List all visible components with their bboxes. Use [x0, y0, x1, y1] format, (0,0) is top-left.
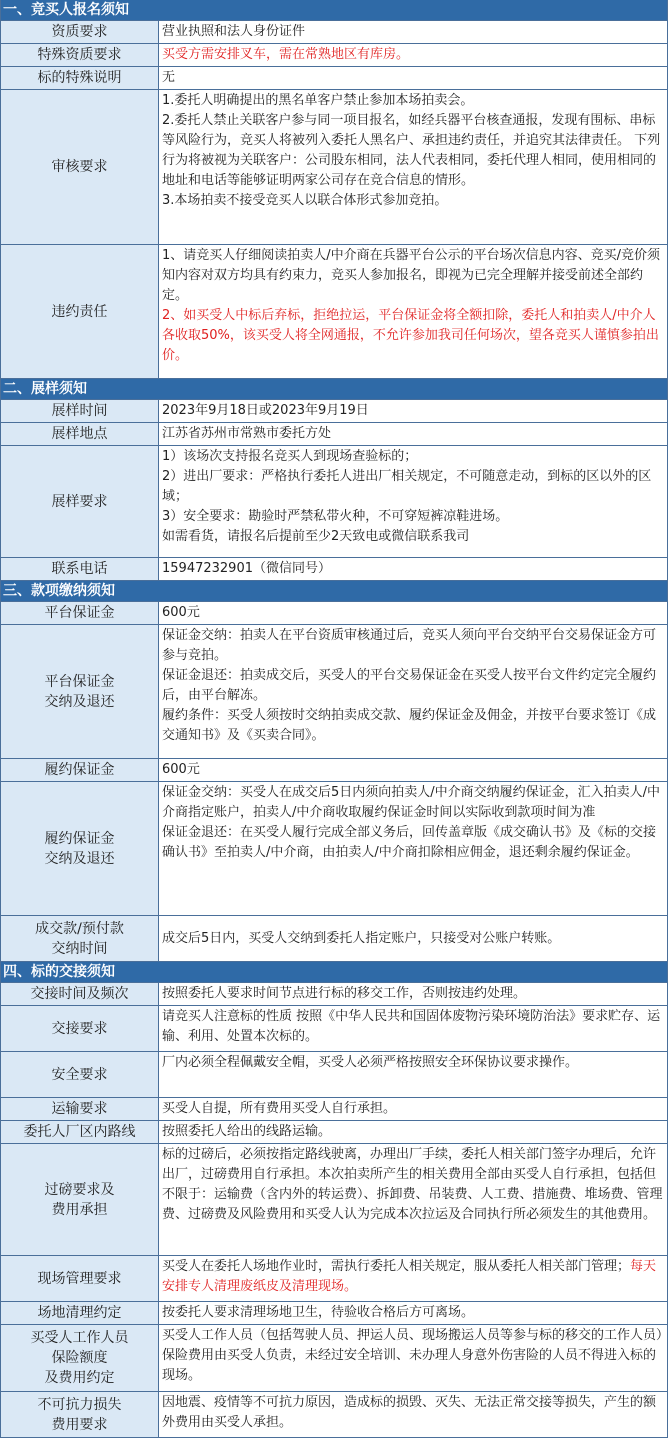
row-contact-phone — [1, 558, 667, 581]
row-label: 买受人工作人员 保险额度 及费用约定 — [1, 1325, 159, 1391]
row-label: 资质要求 — [1, 21, 159, 43]
row-value: 1）该场次支持报名竞买人到现场查验标的； 2）进出厂要求：严格执行委托人进出厂相关规定，不可随意走动，到标的区以外的区域； 3）安全要求：勘验时严禁私带火种，不可穿短裤凉鞋进场。 如需看货，请报名后提前至少2天致电或微信联系我司 — [162, 449, 652, 544]
row-performance-deposit — [1, 759, 667, 782]
row-value: 600元 — [162, 762, 200, 777]
row-label: 履约保证金 交纳及退还 — [1, 782, 159, 915]
row-value: 按照委托人要求时间节点进行标的移交工作，否则按违约处理。 — [162, 986, 527, 1001]
row-worker-insurance — [1, 1325, 667, 1392]
row-label: 审核要求 — [1, 90, 159, 244]
row-value: 600元 — [162, 605, 200, 620]
row-label: 现场管理要求 — [1, 1256, 159, 1301]
row-value: 2023年9月18日或2023年9月19日 — [162, 403, 369, 418]
row-value: 1、请竞买人仔细阅读拍卖人/中介商在兵器平台公示的平台场次信息内容、竞买/竞价须知内容对双方均具有约束力，竞买人参加报名，即视为已完全理解并接受前述全部约定。 2、如买受人中标后弃标，拒绝拉运，平台保证金将全额扣除，委托人和拍卖人/中介人各收取50%，该买受人将全网通报，不允许参加我司任何场次，望各竞买人谨慎参拍出价。 — [162, 248, 661, 363]
row-viewing-location — [1, 423, 667, 446]
row-viewing-time — [1, 400, 667, 423]
row-label: 委托人厂区内路线 — [1, 1121, 159, 1143]
row-label: 交接时间及频次 — [1, 983, 159, 1005]
row-value: 保证金交纳：买受人在成交后5日内须向拍卖人/中介商交纳履约保证金，汇入拍卖人/中介商指定账户，拍卖人/中介商收取履约保证金时间以实际收到款项时间为准 保证金退还：在买受人履行完成全部义务后，回传盖章版《成交确认书》及《标的交接确认书》至拍卖人/中介商，由拍卖人/中介商扣除相应佣金，退还剩余履约保证金。 — [162, 785, 661, 860]
row-handover-time — [1, 983, 667, 1006]
row-label: 履约保证金 — [1, 759, 159, 781]
row-label: 展样时间 — [1, 400, 159, 422]
row-label: 交接要求 — [1, 1006, 159, 1051]
row-weighing-costs — [1, 1144, 667, 1256]
row-label: 特殊资质要求 — [1, 44, 159, 66]
row-value: 成交后5日内，买受人交纳到委托人指定账户，只接受对公账户转账。 — [162, 931, 561, 946]
row-breach-liability — [1, 245, 667, 379]
row-label: 标的特殊说明 — [1, 67, 159, 89]
row-value: 江苏省苏州市常熟市委托方处 — [162, 426, 332, 441]
row-label: 平台保证金 — [1, 602, 159, 624]
section-header-handover: 四、标的交接须知 — [1, 962, 667, 983]
row-label: 展样地点 — [1, 423, 159, 445]
row-force-majeure — [1, 1392, 667, 1438]
row-value: 买受人工作人员（包括驾驶人员、押运人员、现场搬运人员等参与标的移交的工作人员）保险费用由买受人负责，未经过安全培训、未办理人身意外伤害险的人员不得进入标的现场。 — [162, 1328, 663, 1383]
row-value — [159, 558, 667, 580]
row-label: 场地清理约定 — [1, 1302, 159, 1324]
row-platform-deposit — [1, 602, 667, 625]
row-value: 按委托人要求清理场地卫生，待验收合格后方可离场。 — [162, 1305, 475, 1320]
row-performance-deposit-payment-refund — [1, 782, 667, 916]
row-value: 保证金交纳：拍卖人在平台资质审核通过后，竞买人须向平台交纳平台交易保证金方可参与竞拍。 保证金退还：拍卖成交后，买受人的平台交易保证金在买受人按平台文件约定完全履约后，由平台解冻。 履约条件：买受人须按时交纳拍卖成交款、履约保证金及佣金，并按平台要求签订《成交通知书》及《买卖合同》。 — [162, 628, 657, 743]
row-viewing-requirements — [1, 446, 667, 558]
row-value: 买受方需安排叉车，需在常熟地区有库房。 — [162, 47, 410, 62]
row-platform-deposit-payment-refund — [1, 625, 667, 759]
row-site-management — [1, 1256, 667, 1302]
section-header-viewing: 二、展样须知 — [1, 379, 667, 400]
row-value: 营业执照和法人身份证件 — [162, 24, 306, 39]
row-value: 按照委托人给出的线路运输。 — [162, 1124, 332, 1139]
row-review-requirements — [1, 90, 667, 245]
row-label: 联系电话 — [1, 558, 159, 580]
row-special-qualification — [1, 44, 667, 67]
row-value: 厂内必须全程佩戴安全帽，买受人必须严格按照安全环保协议要求操作。 — [162, 1055, 579, 1070]
row-label: 成交款/预付款 交纳时间 — [1, 916, 159, 961]
row-value: 请竞买人注意标的性质 按照《中华人民共和国固体废物污染环境防治法》要求贮存、运输、利用、处置本次标的。 — [162, 1009, 661, 1044]
row-transport-requirements — [1, 1098, 667, 1121]
row-label: 安全要求 — [1, 1052, 159, 1097]
section-header-registration: 一、竞买人报名须知 — [1, 0, 667, 21]
row-label: 运输要求 — [1, 1098, 159, 1120]
row-label: 不可抗力损失 费用要求 — [1, 1392, 159, 1437]
row-label: 展样要求 — [1, 446, 159, 557]
row-label: 违约责任 — [1, 245, 159, 378]
phone-number[interactable]: 15947232901（微信同号） — [162, 561, 331, 576]
row-value: 标的过磅后，必须按指定路线驶离，办理出厂手续，委托人相关部门签字办理后，允许出厂，过磅费用自行承担。本次拍卖所产生的相关费用全部由买受人自行承担，包括但不限于：运输费（含内外的转运费）、拆卸费、吊装费、人工费、措施费、堆场费、管理费、过磅费及风险费用和买受人认为完成本次拉运及合同执行所必须发生的其他费用。 — [162, 1147, 663, 1222]
row-plant-route — [1, 1121, 667, 1144]
row-site-cleanup — [1, 1302, 667, 1325]
row-payment-time — [1, 916, 667, 962]
row-label: 过磅要求及 费用承担 — [1, 1144, 159, 1255]
row-value: 1.委托人明确提出的黑名单客户禁止参加本场拍卖会。 2.委托人禁止关联客户参与同一项目报名，如经兵器平台核查通报，发现有围标、串标等风险行为，竞买人将被列入委托人黑名户、承担违约责任，并追究其法律责任。 下列行为将被视为关联客户：公司股东相同，法人代表相同，委托代理人相同，使用相同的地址和电话等能够证明两家公司存在竞合信息的情形。 3.本场拍卖不接受竞买人以联合体形式参加竞拍。 — [162, 93, 661, 208]
row-value: 买受人自提，所有费用买受人自行承担。 — [162, 1101, 397, 1116]
row-value: 无 — [162, 70, 176, 85]
row-value: 因地震、疫情等不可抗力原因，造成标的损毁、灭失、无法正常交接等损失，产生的额外费用由买受人承担。 — [162, 1395, 657, 1430]
row-qualification — [1, 21, 667, 44]
row-label: 平台保证金 交纳及退还 — [1, 625, 159, 758]
row-handover-requirements — [1, 1006, 667, 1052]
row-safety-requirements — [1, 1052, 667, 1098]
section-header-payment: 三、款项缴纳须知 — [1, 581, 667, 602]
row-value: 买受人在委托人场地作业时，需执行委托人相关规定，服从委托人相关部门管理；每天安排专人清理废纸皮及清理现场。 — [162, 1259, 657, 1294]
row-item-special-note — [1, 67, 667, 90]
